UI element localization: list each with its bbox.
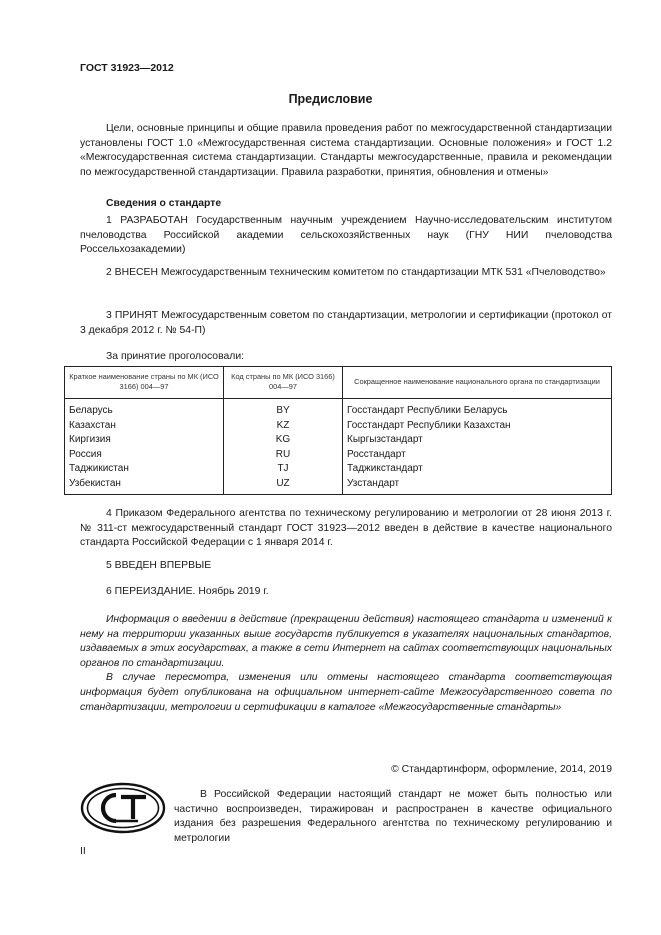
section-title: Сведения о стандарте — [106, 198, 222, 209]
country-cell: Россия — [65, 448, 224, 463]
intro-paragraph: Цели, основные принципы и общие правила проведения работ по межгосударственной стандартизации установлены ГОСТ 1.0 «Межгосударственная система стандартизации. Основные положения» и ГОСТ 1.2 «Межгосударственная система стандартизации. Стандарты межгосударственные, правила и рекомендации по межгосударственной стандартизации. Правила разработки, принятия, обновления и отмены» — [80, 123, 612, 178]
intro-block — [80, 122, 612, 180]
body-cell: Узстандарт — [343, 477, 612, 495]
vote-table-header-row — [65, 367, 612, 399]
item-6-paragraph: 6 ПЕРЕИЗДАНИЕ. Ноябрь 2019 г. — [106, 586, 269, 597]
item-5-block — [80, 559, 612, 574]
copyright-line: © Стандартинформ, оформление, 2014, 2019 — [391, 764, 612, 775]
country-cell: Киргизия — [65, 433, 224, 448]
body-cell: Госстандарт Республики Казахстан — [343, 419, 612, 434]
country-cell: Беларусь — [65, 399, 224, 419]
table-row — [65, 433, 612, 448]
column-header-country: Краткое наименование страны по МК (ИСО 3166) 004—97 — [65, 367, 224, 399]
item-6-block — [80, 585, 612, 600]
item-3-paragraph: 3 ПРИНЯТ Межгосударственным советом по стандартизации, метрологии и сертификации (протокол от 3 декабря 2012 г. № 54-П) — [80, 310, 612, 336]
info-block — [80, 613, 612, 715]
item-1-block — [80, 214, 612, 258]
page-number: II — [80, 846, 86, 857]
item-4-paragraph: 4 Приказом Федерального агентства по техническому регулированию и метрологии от 28 июня 2013 г. № 311-ст межгосударственный стандарт ГОСТ 31923—2012 введен в действие в качестве национального стандарта Российской Федерации с 1 января 2014 г. — [80, 508, 612, 549]
country-cell: Таджикистан — [65, 462, 224, 477]
body-cell: Таджикстандарт — [343, 462, 612, 477]
column-header-code: Код страны по МК (ИСО 3166) 004—97 — [224, 367, 343, 399]
item-2-block — [80, 266, 612, 281]
item-4-block — [80, 507, 612, 551]
voted-label: За принятие проголосовали: — [106, 351, 245, 362]
item-2-paragraph: 2 ВНЕСЕН Межгосударственным техническим комитетом по стандартизации МТК 531 «Пчеловодство» — [106, 267, 606, 278]
item-5-paragraph: 5 ВВЕДЕН ВПЕРВЫЕ — [106, 560, 212, 571]
code-cell: RU — [224, 448, 343, 463]
country-cell: Казахстан — [65, 419, 224, 434]
body-cell: Росстандарт — [343, 448, 612, 463]
country-cell: Узбекистан — [65, 477, 224, 495]
body-cell: Кыргызстандарт — [343, 433, 612, 448]
code-cell: UZ — [224, 477, 343, 495]
code-cell: KZ — [224, 419, 343, 434]
table-row — [65, 462, 612, 477]
table-row — [65, 477, 612, 495]
info-paragraph-1: Информация о введении в действие (прекращении действия) настоящего стандарта и изменений к нему на территории указанных выше государств публикуется в указателях национальных стандартов, издаваемых в этих государствах, а также в сети Интернет на сайтах соответствующих национальных органов по стандартизации. — [80, 614, 612, 669]
code-cell: KG — [224, 433, 343, 448]
notice-text: В Российской Федерации настоящий стандарт не может быть полностью или частично воспроизведен, тиражирован и распространен в качестве официального издания без разрешения Федерального агентства по техническому регулированию и метрологии — [174, 789, 612, 844]
info-paragraph-2: В случае пересмотра, изменения или отмены настоящего стандарта соответствующая информация будет опубликована на официальном интернет-сайте Межгосударственного совета по стандартизации, метрологии и сертификации в каталоге «Межгосударственные стандарты» — [80, 672, 612, 713]
table-row — [65, 399, 612, 419]
standard-code: ГОСТ 31923—2012 — [80, 62, 174, 74]
reproduction-notice — [174, 788, 612, 846]
body-cell: Госстандарт Республики Беларусь — [343, 399, 612, 419]
page-title: Предисловие — [288, 92, 373, 106]
table-row — [65, 448, 612, 463]
item-1-paragraph: 1 РАЗРАБОТАН Государственным научным учреждением Научно-исследовательским институтом пчеловодства Российской академии сельскохозяйственных наук (ГНУ НИИ пчеловодства Россельхозакадемии) — [80, 215, 612, 256]
item-3-block — [80, 309, 612, 338]
code-cell: BY — [224, 399, 343, 419]
vote-table — [64, 366, 612, 495]
rst-certification-mark-icon — [80, 782, 166, 834]
code-cell: TJ — [224, 462, 343, 477]
column-header-body: Сокращенное наименование национального органа по стандартизации — [343, 367, 612, 399]
table-row — [65, 419, 612, 434]
